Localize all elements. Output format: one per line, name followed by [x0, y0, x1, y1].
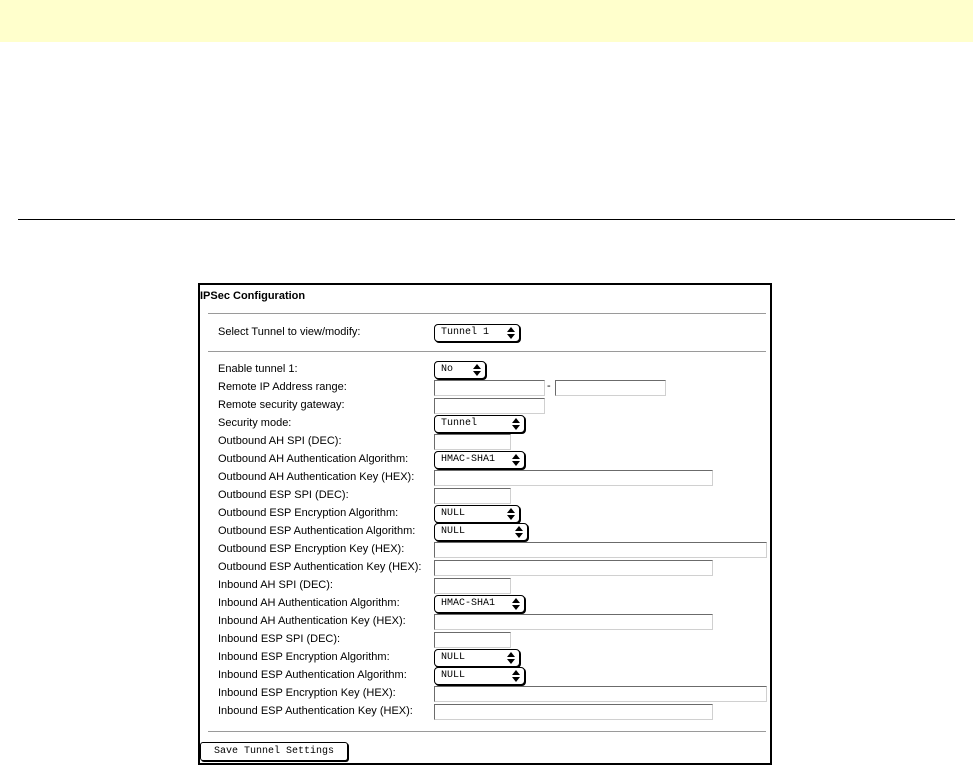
out-esp-auth-key-row [200, 559, 774, 577]
out-esp-enc-alg-select[interactable] [434, 505, 520, 523]
updown-arrows-icon [511, 669, 521, 683]
in-ah-spi-row [200, 577, 774, 595]
page-divider [18, 219, 955, 220]
out-esp-enc-key-row [200, 541, 774, 559]
updown-arrows-icon [511, 453, 521, 467]
in-ah-auth-alg-label: Inbound AH Authentication Algorithm: [218, 597, 400, 609]
select-tunnel-label: Select Tunnel to view/modify: [218, 326, 361, 338]
remote-ip-label: Remote IP Address range: [218, 381, 347, 393]
out-ah-spi-input[interactable] [434, 434, 511, 450]
in-esp-spi-row [200, 631, 774, 649]
updown-arrows-icon [506, 507, 516, 521]
title-divider [208, 313, 766, 314]
in-ah-auth-alg-value: HMAC-SHA1 [441, 598, 496, 609]
in-ah-auth-key-label: Inbound AH Authentication Key (HEX): [218, 615, 406, 627]
out-esp-auth-key-label: Outbound ESP Authentication Key (HEX): [218, 561, 422, 573]
header-banner [0, 0, 973, 42]
remote-gateway-input[interactable] [434, 398, 545, 414]
in-esp-auth-key-input[interactable] [434, 704, 713, 720]
remote-gateway-row [200, 397, 774, 415]
updown-arrows-icon [511, 597, 521, 611]
out-ah-auth-alg-label: Outbound AH Authentication Algorithm: [218, 453, 409, 465]
out-ah-auth-alg-select[interactable] [434, 451, 525, 469]
in-esp-enc-alg-value: NULL [441, 652, 466, 663]
out-esp-auth-alg-row [200, 523, 774, 541]
remote-ip-to-input[interactable] [555, 380, 666, 396]
out-ah-auth-key-input[interactable] [434, 470, 713, 486]
enable-tunnel-value: No [441, 364, 454, 375]
in-esp-spi-input[interactable] [434, 632, 511, 648]
in-esp-enc-alg-row [200, 649, 774, 667]
ipsec-config-panel [198, 283, 772, 765]
remote-ip-row [200, 379, 774, 397]
out-esp-enc-key-label: Outbound ESP Encryption Key (HEX): [218, 543, 405, 555]
remote-ip-from-input[interactable] [434, 380, 545, 396]
in-esp-auth-alg-select[interactable] [434, 667, 525, 685]
out-esp-auth-key-input[interactable] [434, 560, 713, 576]
out-esp-enc-alg-label: Outbound ESP Encryption Algorithm: [218, 507, 399, 519]
in-esp-auth-alg-label: Inbound ESP Authentication Algorithm: [218, 669, 407, 681]
security-mode-row [200, 415, 774, 433]
out-esp-enc-key-input[interactable] [434, 542, 767, 558]
in-esp-enc-key-input[interactable] [434, 686, 767, 702]
out-ah-auth-alg-value: HMAC-SHA1 [441, 454, 496, 465]
select-tunnel-row [200, 324, 774, 342]
updown-arrows-icon [506, 326, 516, 340]
out-esp-spi-input[interactable] [434, 488, 511, 504]
in-ah-spi-input[interactable] [434, 578, 511, 594]
in-esp-enc-alg-label: Inbound ESP Encryption Algorithm: [218, 651, 390, 663]
out-ah-auth-alg-row [200, 451, 774, 469]
out-ah-spi-label: Outbound AH SPI (DEC): [218, 435, 342, 447]
in-ah-auth-key-input[interactable] [434, 614, 713, 630]
updown-arrows-icon [511, 417, 521, 431]
enable-tunnel-select[interactable] [434, 361, 486, 379]
remote-gateway-label: Remote security gateway: [218, 399, 345, 411]
range-separator: - [547, 380, 551, 392]
in-esp-spi-label: Inbound ESP SPI (DEC): [218, 633, 341, 645]
in-ah-spi-label: Inbound AH SPI (DEC): [218, 579, 333, 591]
out-esp-auth-alg-value: NULL [441, 526, 466, 537]
in-esp-enc-alg-select[interactable] [434, 649, 520, 667]
enable-tunnel-label: Enable tunnel 1: [218, 363, 298, 375]
enable-tunnel-row [200, 361, 774, 379]
out-ah-auth-key-label: Outbound AH Authentication Key (HEX): [218, 471, 415, 483]
updown-arrows-icon [506, 651, 516, 665]
in-ah-auth-alg-row [200, 595, 774, 613]
security-mode-value: Tunnel [441, 418, 478, 429]
tunnel-select[interactable] [434, 324, 520, 342]
out-esp-enc-alg-row [200, 505, 774, 523]
in-esp-auth-alg-row [200, 667, 774, 685]
panel-title: IPSec Configuration [200, 290, 306, 302]
out-esp-spi-row [200, 487, 774, 505]
in-esp-auth-key-label: Inbound ESP Authentication Key (HEX): [218, 705, 413, 717]
updown-arrows-icon [472, 363, 482, 377]
out-ah-auth-key-row [200, 469, 774, 487]
out-esp-auth-alg-label: Outbound ESP Authentication Algorithm: [218, 525, 416, 537]
security-mode-select[interactable] [434, 415, 525, 433]
in-esp-enc-key-label: Inbound ESP Encryption Key (HEX): [218, 687, 396, 699]
in-ah-auth-alg-select[interactable] [434, 595, 525, 613]
out-esp-spi-label: Outbound ESP SPI (DEC): [218, 489, 349, 501]
out-esp-enc-alg-value: NULL [441, 508, 466, 519]
in-ah-auth-key-row [200, 613, 774, 631]
out-ah-spi-row [200, 433, 774, 451]
out-esp-auth-alg-select[interactable] [434, 523, 528, 541]
save-tunnel-settings-button[interactable]: Save Tunnel Settings [200, 742, 348, 761]
tunnel-select-value: Tunnel 1 [441, 327, 490, 338]
security-mode-label: Security mode: [218, 417, 292, 429]
updown-arrows-icon [514, 525, 524, 539]
in-esp-auth-alg-value: NULL [441, 670, 466, 681]
in-esp-enc-key-row [200, 685, 774, 703]
section-divider [208, 351, 766, 352]
in-esp-auth-key-row [200, 703, 774, 721]
footer-divider [208, 731, 766, 732]
